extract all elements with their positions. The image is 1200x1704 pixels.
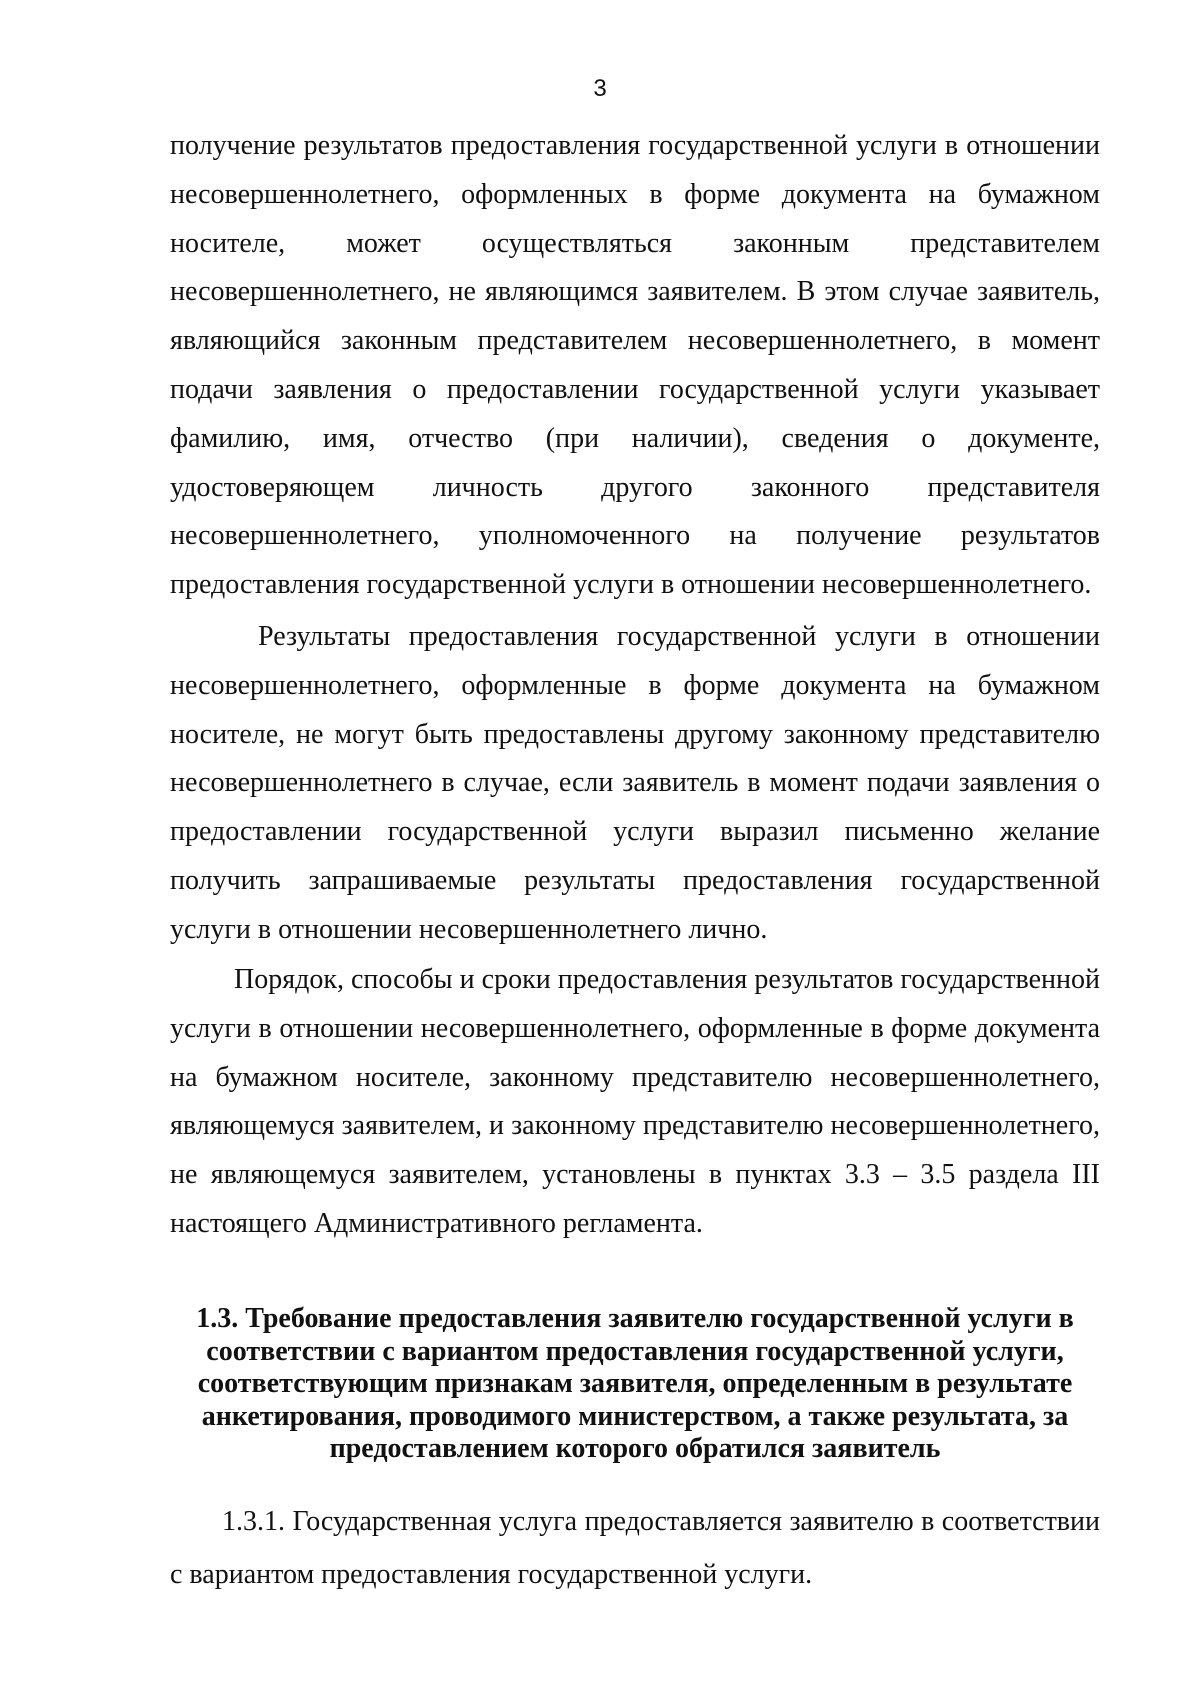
paragraph-results-restriction: Результаты предоставления государственной услуги в отношении несовершеннолетнего, оформленные в форме документа на бумажном носителе, не могут быть предоставлены другому законному представителю несовершеннолетнего в случае, если заявитель в момент подачи заявления о предоставлении государственной услуги выразил письменно желание получить запрашиваемые результаты предоставления государственной услуги в отношении несовершеннолетнего лично. <box>170 621 1100 945</box>
paragraph-procedure: Порядок, способы и сроки предоставления результатов государственной услуги в отношении несовершеннолетнего, оформленные в форме документа на бумажном носителе, законному представителю несовершеннолетнего, являющемуся заявителем, и законному представителю несовершеннолетнего, не являющемуся заявителем, установлены в пунктах 3.3 – 3.5 раздела III настоящего Административного регламента. <box>170 964 1100 1239</box>
paragraph-continuation: получение результатов предоставления государственной услуги в отношении несовершеннолетнего, оформленных в форме документа на бумажном носителе, может осуществляться законным представителем несовершеннолетнего, не являющимся заявителем. В этом случае заявитель, являющийся законным представителем несовершеннолетнего, в момент подачи заявления о предоставлении государственной услуги указывает фамилию, имя, отчество (при наличии), сведения о документе, удостоверяющем личность другого законного представителя несовершеннолетнего, уполномоченного на получение результатов предоставления государственной услуги в отношении несовершеннолетнего. <box>170 130 1100 601</box>
section-paragraph: 1.3.1. Государственная услуга предоставляется заявителю в соответствии с вариантом предоставления государственной услуги. <box>170 1506 1100 1590</box>
page-number: 3 <box>593 75 607 102</box>
section-heading: 1.3. Требование предоставления заявителю государственной услуги в соответствии с вариантом предоставления государственной услуги, соответствующим признакам заявителя, определенным в результате анкетирования, проводимого министерством, а также результата, за предоставлением которого обратился заявитель <box>196 1303 1074 1464</box>
